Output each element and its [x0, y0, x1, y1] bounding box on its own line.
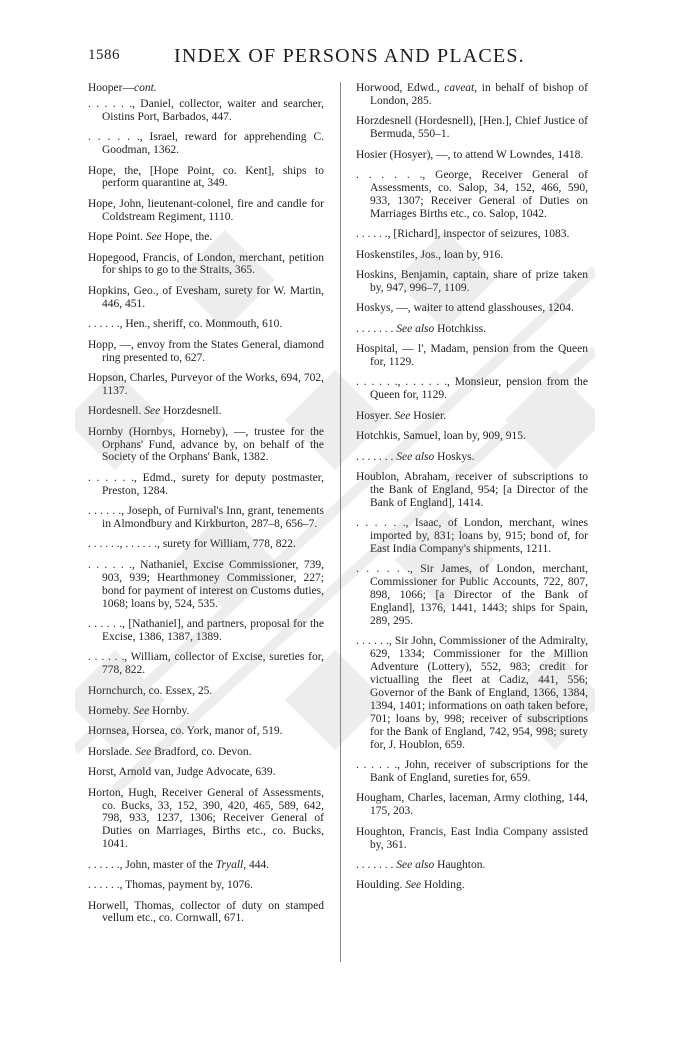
- entry-text: Hotchkiss.: [434, 322, 487, 335]
- entry-text: Horslade.: [88, 745, 136, 758]
- index-entry: [88, 705, 324, 718]
- entry-text: Hopegood, Francis, of London, merchant, petition for ships to go to the Straits, 365.: [88, 251, 324, 277]
- entry-text: Hopp, —, envoy from the States General, diamond ring presented to, 627.: [88, 338, 324, 364]
- entry-text: . . . . . ., John, master of the: [88, 858, 216, 871]
- entry-text: Hornsea, Horsea, co. York, manor of, 519.: [88, 725, 283, 738]
- entry-italic-text: See also: [396, 859, 435, 871]
- page-number: 1586: [88, 47, 120, 63]
- entry-text: Hordesnell.: [88, 405, 145, 418]
- index-entry: [88, 725, 324, 738]
- index-entry: [88, 198, 324, 224]
- entry-text: . . . . . ., Edmd., surety for deputy postmaster, Preston, 1284.: [88, 471, 324, 497]
- index-entry: [356, 228, 588, 241]
- entry-text: Hope, the.: [161, 231, 213, 244]
- index-entry: [88, 900, 324, 926]
- page-title: INDEX OF PERSONS AND PLACES.: [174, 45, 525, 67]
- index-entry: [356, 471, 588, 510]
- entry-text: . . . . . ., Isaac, of London, merchant, wines imported by, 831; loans by, 915; bond of, for East India Company's shipments, 1211.: [356, 517, 588, 555]
- index-column-left: [88, 82, 324, 933]
- entry-text: Hoskenstiles, Jos., loan by, 916.: [356, 248, 504, 261]
- index-entry: [356, 343, 588, 369]
- index-entry: [356, 517, 588, 556]
- index-entry: [88, 746, 324, 759]
- entry-text: . . . . . ., [Richard], inspector of seizures, 1083.: [356, 228, 570, 241]
- entry-text: . . . . . ., Nathaniel, Excise Commissioner, 739, 903, 939; Hearthmoney Commissioner, 227; bond for payment of interest on Customs duties, 1068; loans by, 524, 535.: [88, 558, 324, 610]
- entry-italic-text: See: [145, 231, 162, 244]
- index-entry: [88, 372, 324, 398]
- entry-text: Hornby (Hornbys, Horneby), —, trustee for the Orphans' Fund, advance by, on behalf of the Society of the Orphans' Bank, 1382.: [88, 425, 324, 464]
- index-entry: [88, 618, 324, 644]
- index-entry: [88, 252, 324, 278]
- entry-text: Horzdesnell.: [160, 405, 222, 418]
- entry-text: . . . . . ., Thomas, payment by, 1076.: [88, 879, 253, 892]
- entry-italic-text: See: [394, 409, 411, 422]
- index-entry: [356, 635, 588, 751]
- index-entry: [356, 826, 588, 852]
- column-divider: [340, 82, 341, 962]
- index-entry: [88, 285, 324, 311]
- index-entry: [356, 269, 588, 295]
- entry-text: Hopson, Charles, Purveyor of the Works, 694, 702, 1137.: [88, 371, 324, 397]
- entry-text: Hotchkis, Samuel, loan by, 909, 915.: [356, 430, 526, 443]
- index-entry: [88, 231, 324, 244]
- index-entry: [356, 879, 588, 892]
- entry-text: Hosier (Hosyer), —, to attend W Lowndes, 1418.: [356, 148, 584, 161]
- entry-text: Houblon, Abraham, receiver of subscriptions to the Bank of England, 954; [a Director of the Bank of England], 1414.: [356, 470, 588, 509]
- index-entry: [356, 410, 588, 423]
- entry-italic-text: See: [135, 745, 152, 758]
- index-entry: [356, 169, 588, 221]
- index-entry: [88, 131, 324, 157]
- entry-text: Hoskys.: [434, 450, 475, 463]
- index-entry: [356, 792, 588, 818]
- entry-text: . . . . . ., . . . . . ., surety for William, 778, 822.: [88, 538, 296, 551]
- entry-text: . . . . . ., Sir James, of London, merchant, Commissioner for Public Accounts, 722, 807, 898, 1066; [a Director of the Bank of England], 1376, 1441, 1443; ships for Spain, 289, 295.: [356, 563, 588, 627]
- entry-text: Hornby.: [149, 705, 190, 718]
- entry-text: Hospital, — l', Madam, pension from the Queen for, 1129.: [356, 343, 588, 368]
- index-entry: [88, 787, 324, 852]
- index-entry: [88, 339, 324, 365]
- index-entry: [356, 323, 588, 336]
- entry-italic-text: cont.: [134, 82, 157, 94]
- entry-italic-text: See also: [396, 450, 435, 463]
- entry-text: . . . . . ., Sir John, Commissioner of the Admiralty, 629, 1334; Commissioner for the Million Adventure (Lottery), 552, 983; credit for victualling the fleet at Cadiz, 441, 556; Governor of the Bank of England, 1366, 1384, 1394, 1401; informations on oath taken before, 701; loans by, 998; receiver of subscriptions for the Bank of England, 742, 954, 998; surety for, J. Houblon, 659.: [356, 635, 588, 751]
- entry-text: Hope Point.: [88, 231, 146, 244]
- entry-text: Horst, Arnold van, Judge Advocate, 639.: [88, 766, 276, 779]
- entry-text: Holding.: [421, 879, 465, 892]
- index-entry: [88, 559, 324, 611]
- entry-text: . . . . . . .: [356, 859, 397, 871]
- index-entry: [88, 165, 324, 191]
- entry-text: . . . . . ., Israel, reward for apprehending C. Goodman, 1362.: [88, 131, 324, 157]
- entry-text: Hope, John, lieutenant-colonel, fire and candle for Coldstream Regiment, 1110.: [88, 197, 324, 223]
- entry-text: Horton, Hugh, Receiver General of Assessments, co. Bucks, 33, 152, 390, 420, 465, 589, 642, 798, 933, 1237, 1306; Receiver General of Duties on Marriages, Births etc., co. Bucks, 1041.: [88, 786, 324, 851]
- entry-text: Hougham, Charles, laceman, Army clothing, 144, 175, 203.: [356, 792, 588, 818]
- entry-italic-text: See: [405, 879, 422, 892]
- entry-text: Hosier.: [410, 409, 447, 422]
- entry-text: Bradford, co. Devon.: [151, 745, 252, 758]
- entry-text: . . . . . ., Hen., sheriff, co. Monmouth, 610.: [88, 318, 283, 331]
- index-entry: [356, 302, 588, 315]
- entry-text: . . . . . ., . . . . . ., Monsieur, pension from the Queen for, 1129.: [356, 376, 588, 402]
- index-entry: [88, 685, 324, 698]
- entry-text: . . . . . ., Joseph, of Furnival's Inn, grant, tenements in Almondbury and Kirkburton, 287–8, 656–7.: [88, 505, 324, 531]
- entry-text: Horzdesnell (Hordesnell), [Hen.], Chief Justice of Bermuda, 550–1.: [356, 115, 588, 141]
- entry-italic-text: caveat: [444, 82, 475, 94]
- entry-text: Haughton.: [434, 859, 486, 871]
- entry-text: Hopkins, Geo., of Evesham, surety for W. Martin, 446, 451.: [88, 284, 324, 310]
- index-entry: [88, 405, 324, 418]
- entry-text: . . . . . . .: [356, 450, 397, 463]
- index-entry: [356, 759, 588, 785]
- index-entry: [356, 82, 588, 108]
- index-entry: [356, 859, 588, 872]
- entry-italic-text: See: [144, 405, 161, 418]
- index-entry: [88, 98, 324, 124]
- index-entry: [356, 149, 588, 162]
- entry-text: Houghton, Francis, East India Company assisted by, 361.: [356, 825, 588, 851]
- entry-text: Hoskins, Benjamin, captain, share of prize taken by, 947, 996–7, 1109.: [356, 268, 588, 294]
- index-entry: [88, 318, 324, 331]
- entry-text: . . . . . ., Daniel, collector, waiter and searcher, Oistins Port, Barbados, 447.: [88, 97, 324, 123]
- entry-text: . . . . . ., John, receiver of subscriptions for the Bank of England, sureties for, 659.: [356, 759, 588, 784]
- entry-italic-text: See also: [396, 322, 435, 335]
- entry-text: Houlding.: [356, 879, 406, 892]
- index-entry: [88, 472, 324, 498]
- index-column-right: [356, 82, 588, 900]
- index-entry: [88, 538, 324, 551]
- entry-text: Hornchurch, co. Essex, 25.: [88, 684, 213, 697]
- entry-italic-text: Tryall: [215, 858, 244, 871]
- index-entry: [356, 115, 588, 141]
- index-entry: [88, 505, 324, 531]
- index-entry: [356, 563, 588, 628]
- entry-text: , 444.: [243, 858, 270, 871]
- entry-text: . . . . . . .: [356, 322, 397, 335]
- entry-text: . . . . . ., [Nathaniel], and partners, proposal for the Excise, 1386, 1387, 1389.: [88, 618, 324, 643]
- entry-text: Hosyer.: [356, 409, 395, 422]
- index-entry: [356, 249, 588, 262]
- index-entry: [88, 426, 324, 465]
- page-header: [88, 37, 588, 73]
- index-entry: [356, 376, 588, 402]
- entry-text: Horwell, Thomas, collector of duty on stamped vellum etc., co. Cornwall, 671.: [88, 899, 324, 925]
- entry-text: , in behalf of bishop of London, 285.: [370, 82, 588, 107]
- entry-text: . . . . . ., George, Receiver General of Assessments, co. Salop, 34, 152, 466, 590, 933, 1307; Receiver General of Duties on Marriages Births etc., co. Salop, 1042.: [356, 169, 588, 220]
- entry-text: Horwood, Edwd.,: [356, 82, 445, 94]
- index-entry: [88, 859, 324, 872]
- entry-text: Hooper—: [88, 82, 134, 94]
- index-entry: [88, 651, 324, 677]
- index-entry: [356, 430, 588, 443]
- entry-text: . . . . . ., William, collector of Excise, sureties for, 778, 822.: [88, 651, 324, 677]
- index-entry: [356, 451, 588, 464]
- entry-text: Hope, the, [Hope Point, co. Kent], ships to perform quarantine at, 349.: [88, 164, 324, 190]
- entry-italic-text: See: [133, 705, 150, 718]
- index-entry: [88, 766, 324, 779]
- index-entry: [88, 879, 324, 892]
- index-entry: [88, 82, 324, 95]
- entry-text: Horneby.: [88, 705, 134, 718]
- entry-text: Hoskys, —, waiter to attend glasshouses, 1204.: [356, 302, 574, 315]
